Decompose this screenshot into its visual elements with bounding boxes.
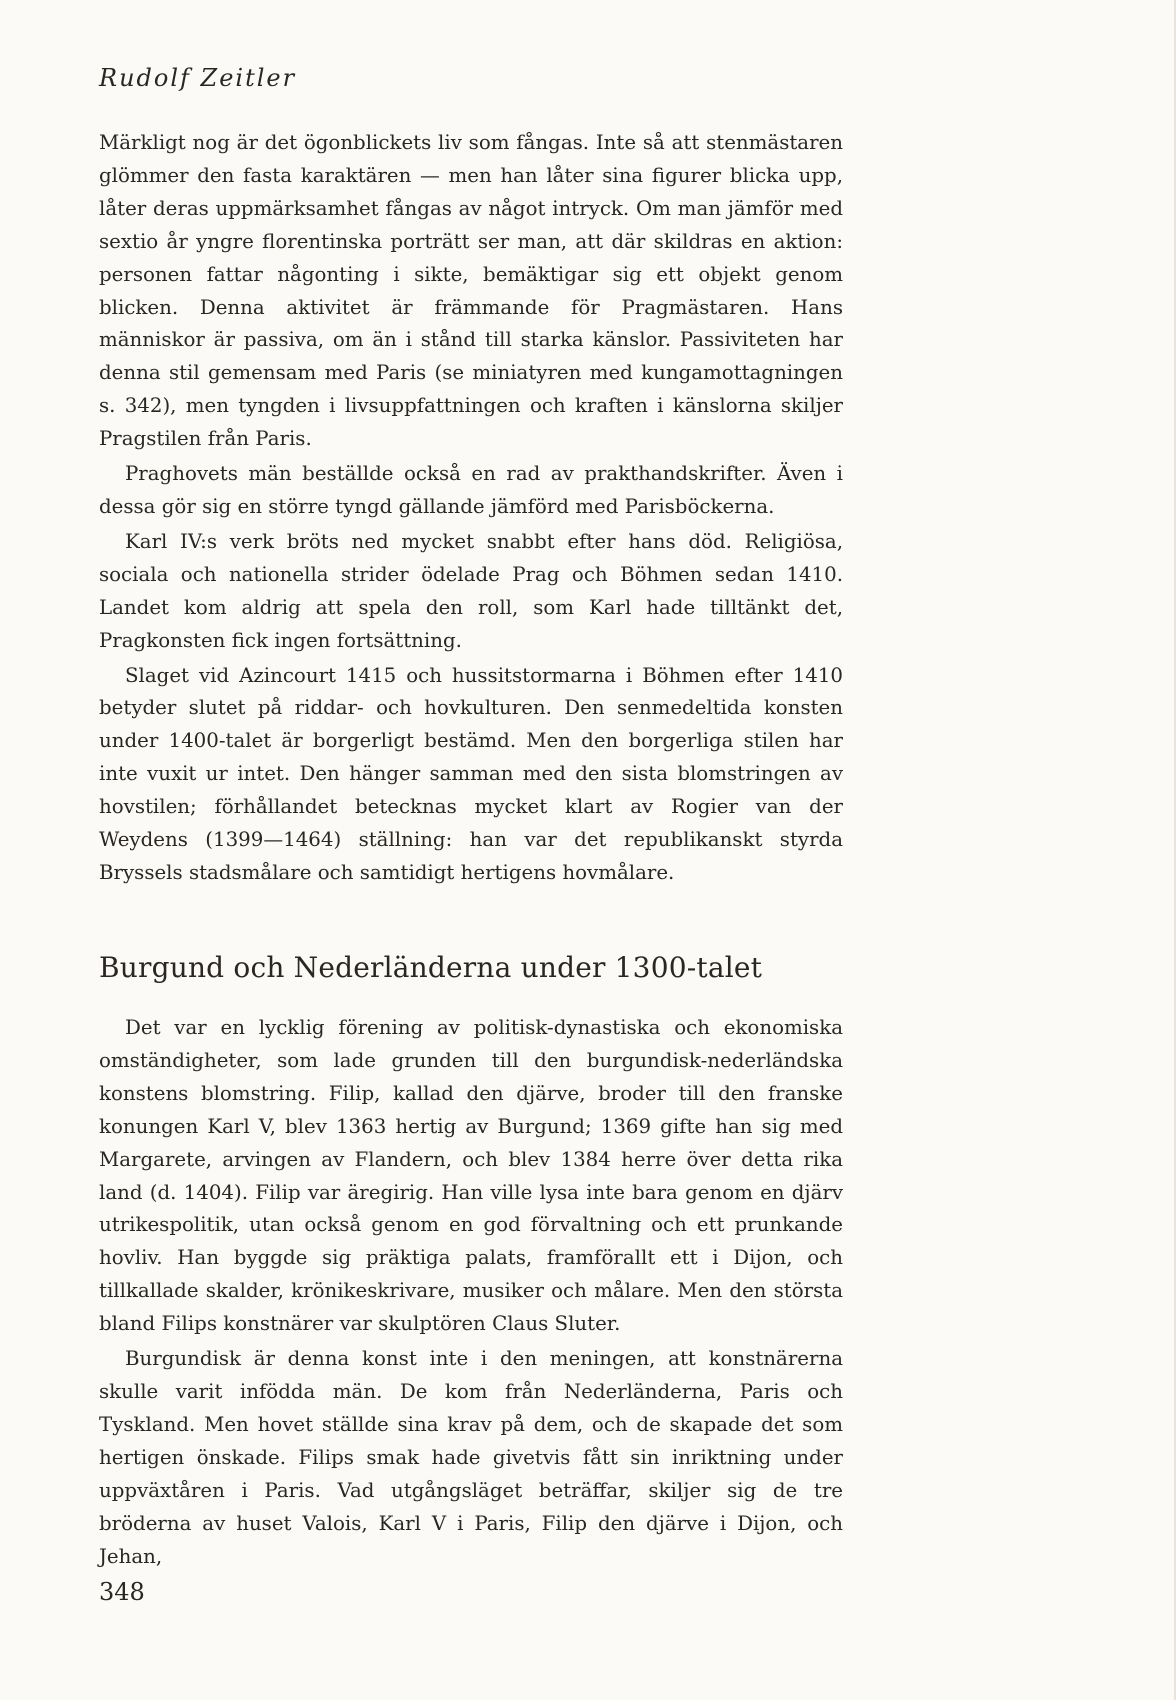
paragraph: Det var en lycklig förening av politisk-dynastiska och ekonomiska omständigheter, som lade grunden till den burgundisk-nederländska konstens blomstring. Filip, kallad den djärve, broder till den franske konungen Karl V, blev 1363 hertig av Burgund; 1369 gifte han sig med Margarete, arvingen av Flandern, och blev 1384 herre över detta rika land (d. 1404). Filip var äregirig. Han ville lysa inte bara genom en djärv utrikespolitik, utan också genom en god förvaltning och ett prunkande hovliv. Han byggde sig präktiga palats, framförallt ett i Dijon, och tillkallade skalder, krönikeskrivare, musiker och målare. Men den största bland Filips konstnärer var skulptören Claus Sluter. — [99, 1016, 843, 1336]
paragraph: Slaget vid Azincourt 1415 och hussitstormarna i Böhmen efter 1410 betyder slutet på riddar- och hovkulturen. Den senmedeltida konsten under 1400-talet är borgerligt bestämd. Men den borgerliga stilen har inte vuxit ur intet. Den hänger samman med den sista blomstringen av hovstilen; förhållandet betecknas mycket klart av Rogier van der Weydens (1399—1464) ställning: han var det republikanskt styrda Bryssels stadsmålare och samtidigt hertigens hovmålare. — [99, 663, 843, 884]
section-heading: Burgund och Nederländerna under 1300-talet — [99, 951, 763, 984]
paragraph: Karl IV:s verk bröts ned mycket snabbt efter hans död. Religiösa, sociala och nationella strider ödelade Prag och Böhmen sedan 1410. Landet kom aldrig att spela den roll, som Karl hade tilltänkt det, Pragkonsten fick ingen fortsättning. — [99, 529, 843, 652]
paragraph: Praghovets män beställde också en rad av prakthandskrifter. Även i dessa gör sig en större tyngd gällande jämförd med Parisböckerna. — [99, 462, 843, 518]
paragraph: Märkligt nog är det ögonblickets liv som fångas. Inte så att stenmästaren glömmer den fasta karaktären — men han låter sina figurer blicka upp, låter deras uppmärksamhet fångas av något intryck. Om man jämför med sextio år yngre florentinska porträtt ser man, att där skildras en aktion: personen fattar någonting i sikte, bemäktigar sig ett objekt genom blicken. Denna aktivitet är främmande för Pragmästaren. Hans människor är passiva, om än i stånd till starka känslor. Passiviteten har denna stil gemensam med Paris (se miniatyren med kungamottagningen s. 342), men tyngden i livsuppfattningen och kraften i känslorna skiljer Pragstilen från Paris. — [99, 131, 843, 451]
paragraph: Burgundisk är denna konst inte i den meningen, att konstnärerna skulle varit infödda män. De kom från Nederländerna, Paris och Tyskland. Men hovet ställde sina krav på dem, och de skapade det som hertigen önskade. Filips smak hade givetvis fått sin inriktning under uppväxtåren i Paris. Vad utgångsläget beträffar, skiljer sig de tre bröderna av huset Valois, Karl V i Paris, Filip den djärve i Dijon, och Jehan, — [99, 1347, 843, 1568]
page-number: 348 — [99, 1578, 145, 1606]
body-text-top — [99, 127, 843, 892]
running-head: Rudolf Zeitler — [99, 64, 297, 92]
body-text-bottom — [99, 1012, 843, 1575]
